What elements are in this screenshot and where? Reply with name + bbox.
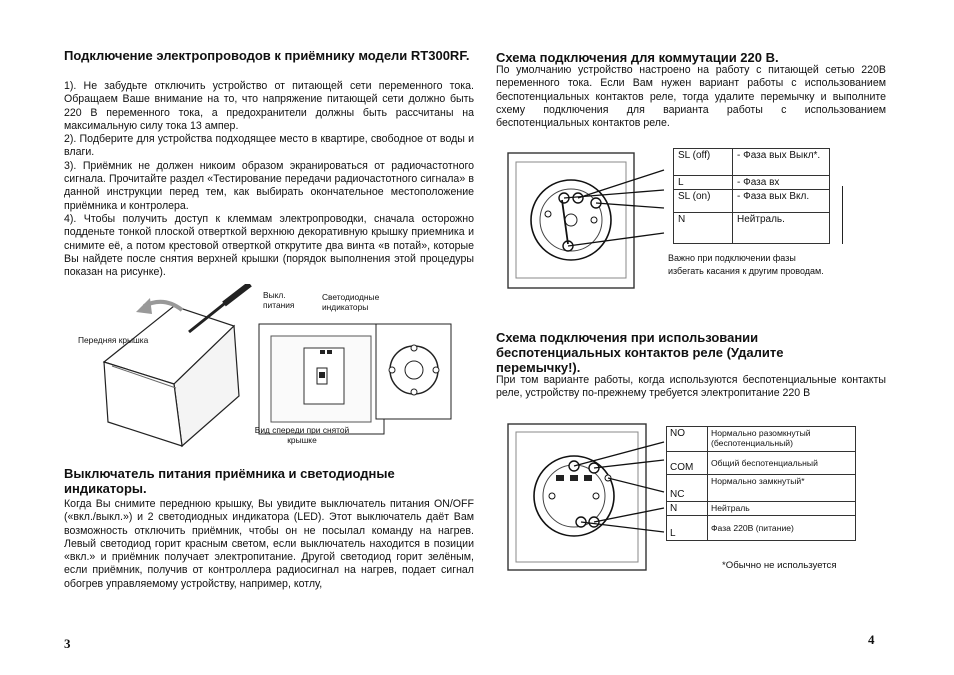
paragraph-5: Когда Вы снимите переднюю крышку, Вы увидите выключатель питания ON/OFF («вкл./выкл.») и 2 светодиодных индикатора (LED). Этот выключатель даёт Вам возможность отключить приёмник, чтобы он не посылал команду на нагрев. Левый светодиод горит красным светом, если выключатель находится в позиции «вкл.» и приёмник получает электропитание. Другой светодиод горит зелёным, если приёмник, получив от контроллера радиосигнал на нагрев, подает сигнал обогрев управляемому устройству, например, котлу, [64, 498, 474, 590]
left-heading-wiring: Подключение электропроводов к приёмнику модели RT300RF. [64, 48, 470, 63]
term: COM [667, 452, 708, 475]
label-front-cover: Передняя крышка [78, 335, 149, 345]
term: NO [667, 427, 708, 452]
page-number-right: 4 [868, 632, 875, 647]
term-desc: Общий беспотенциальный [708, 452, 856, 475]
term: SL (on) [674, 190, 733, 213]
term: L [674, 176, 733, 190]
terminal-table-220v [673, 148, 830, 244]
paragraph-3: 3). Приёмник не должен никоим образом экранироваться от радиочастотного сигнала. Прочитайте раздел «Тестирование передачи радиочастотного сигнала» в данной инструкции перед тем, как выбирать окончательное местоположение приёмника и контролера. [64, 159, 474, 212]
table-row [667, 452, 856, 475]
phase-warning-note: Важно при подключении фазы избегать касания к другим проводам. [668, 253, 824, 276]
figure-caption: Вид спереди при снятой крышке [254, 425, 350, 445]
table-row [674, 190, 830, 213]
left-intro-block [64, 80, 474, 279]
table-row [674, 149, 830, 176]
table-row [667, 475, 856, 502]
term-desc: Нейтраль [708, 502, 856, 516]
footnote-usually-unused: *Обычно не используется [722, 560, 837, 571]
right-heading-dry-contacts: Схема подключения при использовании беспотенциальных контактов реле (Удалите перемычку!). [496, 330, 784, 375]
term-desc: - Фаза вых Выкл*. [733, 149, 830, 176]
term-desc: - Фаза вх [733, 176, 830, 190]
table-row [667, 427, 856, 452]
right-paragraph-1: По умолчанию устройство настроено на работу с питающей сетью 220В переменного тока. Если Вам нужен вариант работы с использованием беспотенциальных контактов реле, тогда удалите перемычку и выполните схему подключения для варианта работы с использованием беспотенциальных контактов реле. [496, 64, 886, 130]
table-row [667, 502, 856, 516]
label-power-switch: Выкл. питания [263, 290, 295, 310]
wiring-diagram-220v [496, 148, 666, 296]
term-desc: Нормально разомкнутый (беспотенциальный) [708, 427, 856, 452]
paragraph-2: 2). Подберите для устройства подходящее место в квартире, свободное от воды и влаги. [64, 133, 474, 159]
term-desc: - Фаза вых Вкл. [733, 190, 830, 213]
term-desc: Нормально замкнутый* [708, 475, 856, 502]
term-desc: Фаза 220В (питание) [708, 516, 856, 541]
term-desc: Нейтраль. [733, 213, 830, 244]
table-row [674, 176, 830, 190]
terminal-table-dry-contacts [666, 426, 856, 541]
paragraph-1: 1). Не забудьте отключить устройство от питающей сети переменного тока. Обращаем Ваше внимание на то, что напряжение питающей сети должно быть 220 В переменного тока, а предохранители должны быть рассчитаны на максимальную силу тока 13 ампер. [64, 80, 474, 132]
term: SL (off) [674, 149, 733, 176]
term: N [667, 502, 708, 516]
page-number-left: 3 [64, 636, 71, 651]
left-heading-power-switch: Выключатель питания приёмника и светодиодные индикаторы. [64, 466, 395, 496]
term: NC [667, 475, 708, 502]
table-row [674, 213, 830, 244]
paragraph-4: 4). Чтобы получить доступ к клеммам электропроводки, сначала осторожно подденьте тонкой плоской отверткой верхнюю декоративную крышку приемника и снимите её, а потом крестовой отверткой открутите два винта «в потай», которые Вы найдете после снятия верхней крышки (порядок выполнения этой процедуры показан на рисунке). [64, 212, 474, 279]
term: N [674, 213, 733, 244]
wiring-diagram-dry-contacts [496, 420, 666, 576]
right-heading-220v: Схема подключения для коммутации 220 В. [496, 50, 779, 65]
term: L [667, 516, 708, 541]
table-row [667, 516, 856, 541]
margin-tick [842, 186, 843, 244]
label-leds: Светодиодные индикаторы [322, 292, 380, 312]
right-paragraph-2: При том варианте работы, когда используются беспотенциальные контакты реле, устройству по-прежнему требуется электропитание 220 В [496, 374, 886, 400]
